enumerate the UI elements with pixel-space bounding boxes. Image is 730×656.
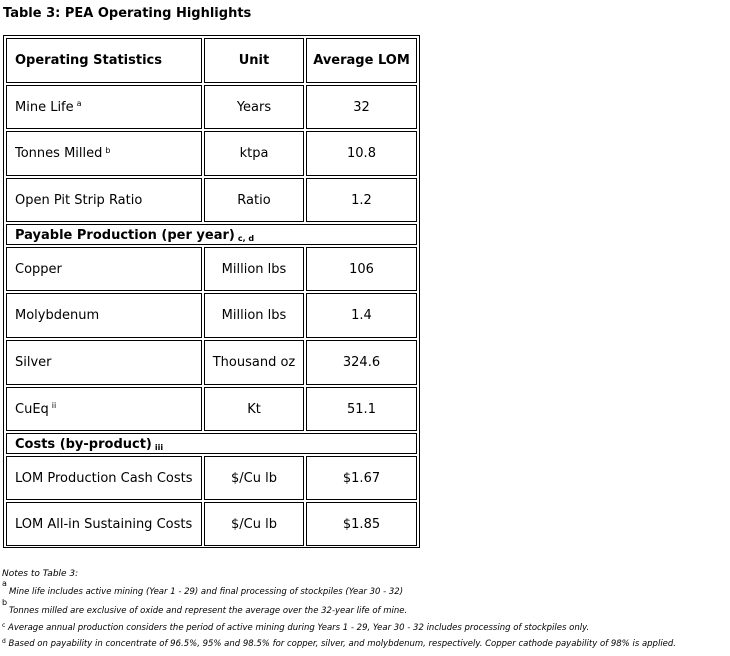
note-d: $^d$ Based on payability in concentrate of 96.5%, 95% and 98.5% for copper, silver, and molybdenum, respectively. Copper cathode payability of 98% is applied. [2, 638, 677, 649]
row-label-cueq: CuEq $^{ii}$ [6, 387, 202, 431]
row-value-molybdenum: 1.4 [306, 293, 417, 338]
section-payable-production: Payable Production (per year) $^{c, d}$ [6, 224, 417, 245]
row-label-copper: Copper [6, 247, 202, 291]
row-label-aisc: LOM All-in Sustaining Costs [6, 502, 202, 546]
header-unit: Unit [204, 38, 304, 83]
note-a: Mine life includes active mining (Year 1 - 29) and final processing of stockpiles (Year 30 - 32) [9, 587, 404, 597]
row-value-cueq: 51.1 [306, 387, 417, 431]
note-b-mark: b [2, 598, 8, 607]
row-value-cash-costs: $1.67 [306, 456, 417, 500]
row-unit-tonnes-milled: ktpa [204, 131, 304, 176]
notes-title: Notes to Table 3: [2, 569, 79, 579]
row-value-mine-life: 32 [306, 85, 417, 129]
row-value-tonnes-milled: 10.8 [306, 131, 417, 176]
row-unit-aisc: $/Cu lb [204, 502, 304, 546]
row-value-silver: 324.6 [306, 340, 417, 385]
row-label-tonnes-milled: Tonnes Milled $^b$ [6, 131, 202, 176]
row-unit-cash-costs: $/Cu lb [204, 456, 304, 500]
row-unit-molybdenum: Million lbs [204, 293, 304, 338]
note-b: Tonnes milled are exclusive of oxide and represent the average over the 32-year life of mine. [9, 606, 408, 616]
header-operating-statistics: Operating Statistics [6, 38, 202, 83]
section-costs: Costs (by-product) $^{iii}$ [6, 433, 417, 454]
header-average-lom: Average LOM [306, 38, 417, 83]
row-label-mine-life: Mine Life $^a$ [6, 85, 202, 129]
table-title: Table 3: PEA Operating Highlights [3, 6, 252, 21]
row-unit-mine-life: Years [204, 85, 304, 129]
note-a-mark: a [2, 579, 7, 588]
row-label-strip-ratio: Open Pit Strip Ratio [6, 178, 202, 222]
row-label-silver: Silver [6, 340, 202, 385]
row-value-strip-ratio: 1.2 [306, 178, 417, 222]
row-unit-copper: Million lbs [204, 247, 304, 291]
note-c: $^c$ Average annual production considers the period of active mining during Years 1 - 29, Year 30 - 32 includes processing of stockpiles only. [2, 622, 590, 633]
row-unit-silver: Thousand oz [204, 340, 304, 385]
row-value-aisc: $1.85 [306, 502, 417, 546]
row-label-cash-costs: LOM Production Cash Costs [6, 456, 202, 500]
row-value-copper: 106 [306, 247, 417, 291]
row-label-molybdenum: Molybdenum [6, 293, 202, 338]
row-unit-strip-ratio: Ratio [204, 178, 304, 222]
row-unit-cueq: Kt [204, 387, 304, 431]
